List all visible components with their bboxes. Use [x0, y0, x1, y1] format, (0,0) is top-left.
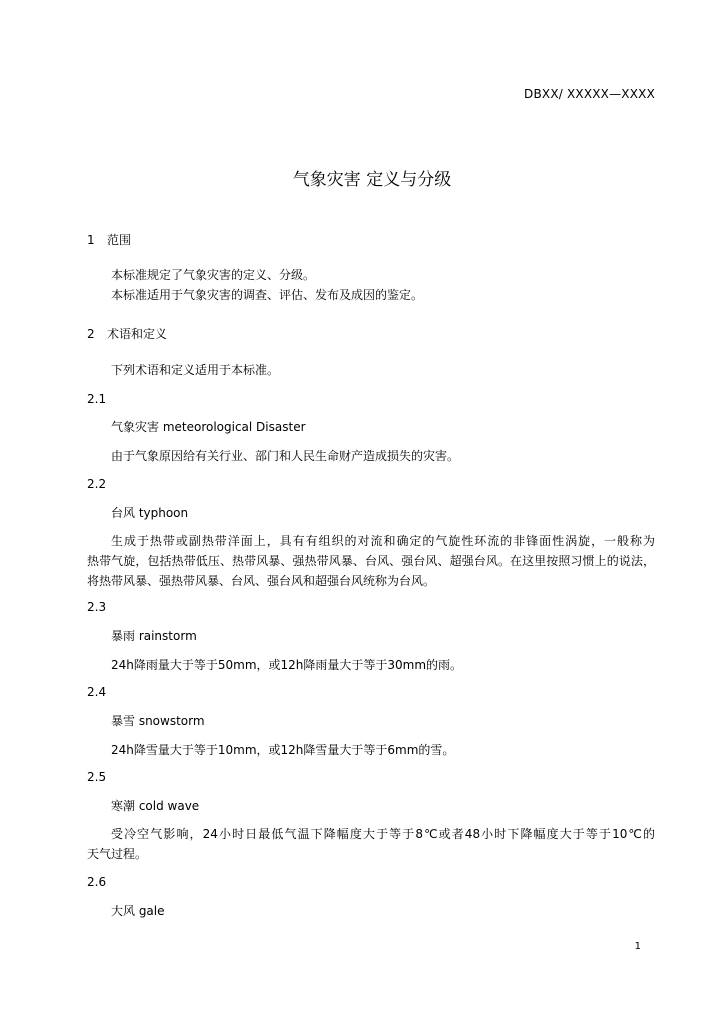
section-1-number: 1: [87, 233, 95, 247]
clause-2-6-number: 2.6: [87, 875, 107, 889]
definition-2-3: 24h降雨量大于等于50mm，或12h降雨量大于等于30mm的雨。: [111, 658, 463, 672]
definition-2-2-line-1: 生成于热带或副热带洋面上，具有有组织的对流和确定的气旋性环流的非锋面性涡旋，一般称为: [111, 534, 655, 548]
section-1-title: 范围: [107, 233, 132, 247]
definition-2-5-line-2: 天气过程。: [87, 847, 148, 861]
term-2-6: 大风 gale: [111, 904, 165, 918]
section-2-title: 术语和定义: [107, 327, 168, 341]
definition-2-5-line-1: 受冷空气影响，24小时日最低气温下降幅度大于等于8℃或者48小时下降幅度大于等于10℃的: [111, 827, 655, 841]
document-title: 气象灾害 定义与分级: [292, 170, 452, 190]
term-2-5: 寒潮 cold wave: [111, 799, 200, 813]
scope-paragraph-1: 本标准规定了气象灾害的定义、分级。: [111, 268, 316, 282]
definition-2-2-line-3: 将热带风暴、强热带风暴、台风、强台风和超强台风统称为台风。: [87, 574, 436, 588]
terms-intro: 下列术语和定义适用于本标准。: [111, 363, 280, 377]
clause-2-2-number: 2.2: [87, 477, 107, 491]
definition-2-4: 24h降雪量大于等于10mm，或12h降雪量大于等于6mm的雪。: [111, 743, 455, 757]
definition-2-2-line-2: 热带气旋，包括热带低压、热带风暴、强热带风暴、台风、强台风、超强台风。在这里按照习惯上的说法，: [87, 554, 655, 568]
clause-2-3-number: 2.3: [87, 600, 107, 614]
clause-2-4-number: 2.4: [87, 685, 107, 699]
term-2-3: 暴雨 rainstorm: [111, 629, 197, 643]
document-code: DBXX/ XXXXX—XXXX: [524, 87, 655, 101]
clause-2-1-number: 2.1: [87, 392, 107, 406]
scope-paragraph-2: 本标准适用于气象灾害的调查、评估、发布及成因的鉴定。: [111, 288, 424, 302]
term-2-2: 台风 typhoon: [111, 506, 189, 520]
section-1-heading: [87, 231, 131, 248]
clause-2-5-number: 2.5: [87, 770, 107, 784]
section-2-number: 2: [87, 327, 95, 341]
section-2-heading: [87, 325, 167, 342]
page-number: 1: [634, 941, 641, 952]
term-2-1: 气象灾害 meteorological Disaster: [111, 420, 306, 434]
definition-2-1: 由于气象原因给有关行业、部门和人民生命财产造成损失的灾害。: [111, 449, 460, 463]
term-2-4: 暴雪 snowstorm: [111, 714, 205, 728]
